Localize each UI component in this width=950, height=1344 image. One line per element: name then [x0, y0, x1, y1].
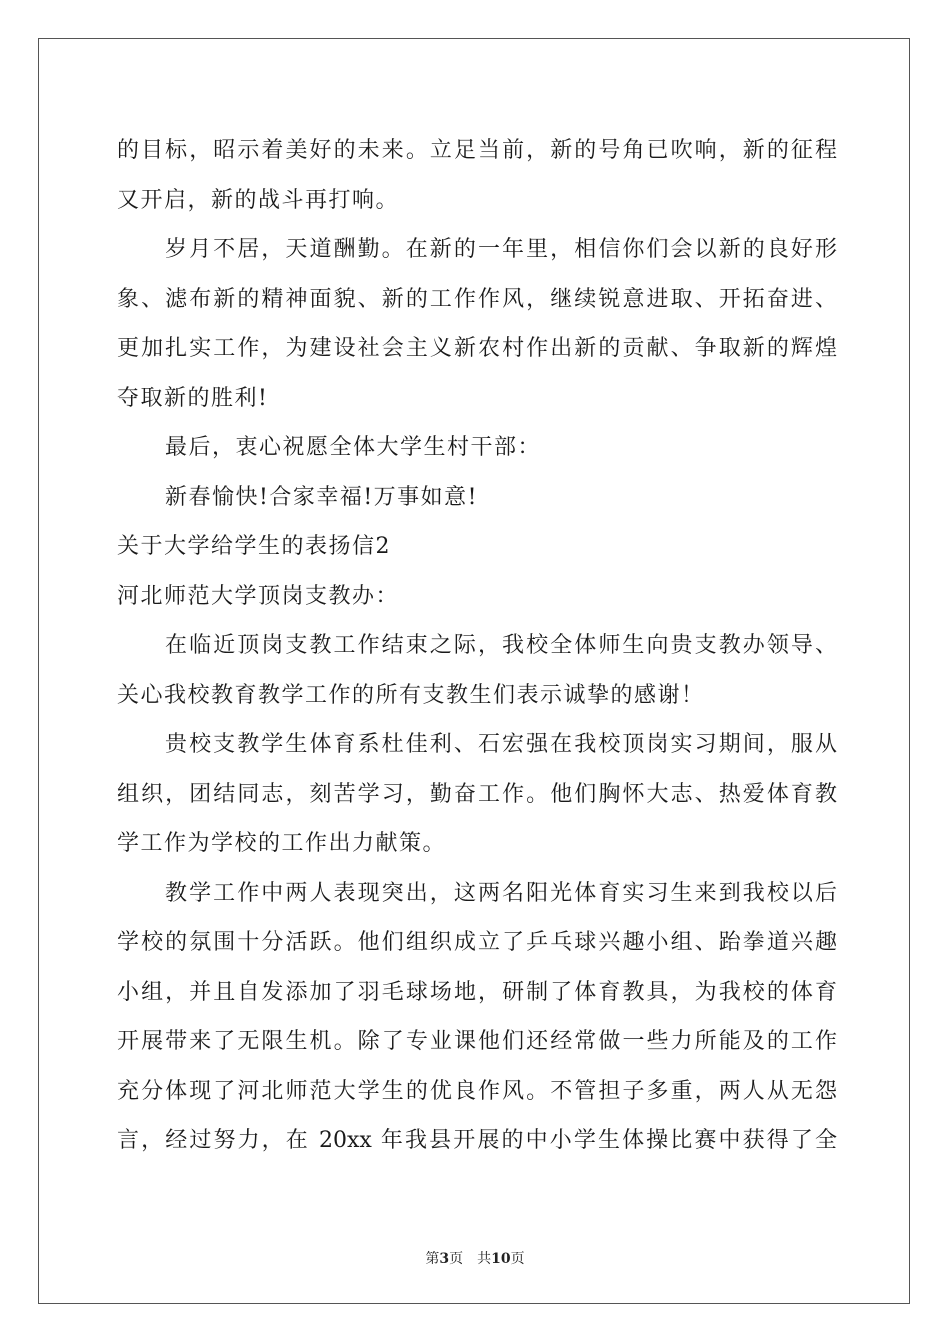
footer-total-suffix: 页: [510, 1251, 525, 1267]
footer-page-current: 3: [439, 1251, 450, 1267]
text-line: 贵校支教学生体育系杜佳利、石宏强在我校顶岗实习期间，服从: [165, 732, 837, 757]
text-line: 小组，并且自发添加了羽毛球场地，研制了体育教具，为我校的体育: [117, 979, 837, 1005]
text-line: 河北师范大学顶岗支教办：: [117, 583, 400, 609]
text-line: 开展带来了无限生机。除了专业课他们还经常做一些力所能及的工作: [117, 1029, 837, 1054]
footer-page-suffix: 页: [449, 1251, 464, 1267]
text-line: 学校的氛围十分活跃。他们组织成立了乒乓球兴趣小组、跆拳道兴趣: [117, 930, 837, 955]
text-line: 更加扎实工作，为建设社会主义新农村作出新的贡献、争取新的辉煌: [117, 336, 837, 361]
footer-page-prefix: 第: [425, 1251, 440, 1267]
text-line: 岁月不居，天道酬勤。在新的一年里，相信你们会以新的良好形: [165, 237, 837, 262]
text-line: 又开启，新的战斗再打响。: [117, 187, 400, 213]
text-line: 言，经过努力，在 20xx 年我县开展的中小学生体操比赛中获得了全: [117, 1128, 837, 1153]
text-line: 关心我校教育教学工作的所有支教生们表示诚挚的感谢！: [117, 682, 705, 708]
footer-total-prefix: 共: [477, 1251, 492, 1267]
text-line: 关于大学给学生的表扬信2: [117, 534, 391, 559]
text-line: 学工作为学校的工作出力献策。: [117, 831, 447, 856]
text-line: 夺取新的胜利!: [117, 385, 269, 411]
text-line: 教学工作中两人表现突出，这两名阳光体育实习生来到我校以后: [165, 880, 837, 906]
text-line: 在临近顶岗支教工作结束之际，我校全体师生向贵支教办领导、: [165, 633, 837, 658]
text-line: 新春愉快!合家幸福!万事如意!: [165, 484, 479, 510]
text-line: 最后，衷心祝愿全体大学生村干部：: [165, 435, 542, 460]
text-line: 充分体现了河北师范大学生的优良作风。不管担子多重，两人从无怨: [117, 1078, 837, 1104]
document-body: [117, 126, 837, 1166]
text-line: 象、滤布新的精神面貌、新的工作作风，继续锐意进取、开拓奋进、: [117, 286, 837, 312]
footer-page-total: 10: [491, 1251, 511, 1267]
page-footer: [0, 1248, 950, 1268]
text-line: 组织，团结同志，刻苦学习，勤奋工作。他们胸怀大志、热爱体育教: [117, 781, 837, 807]
text-line: 的目标，昭示着美好的未来。立足当前，新的号角已吹响，新的征程: [117, 138, 837, 163]
